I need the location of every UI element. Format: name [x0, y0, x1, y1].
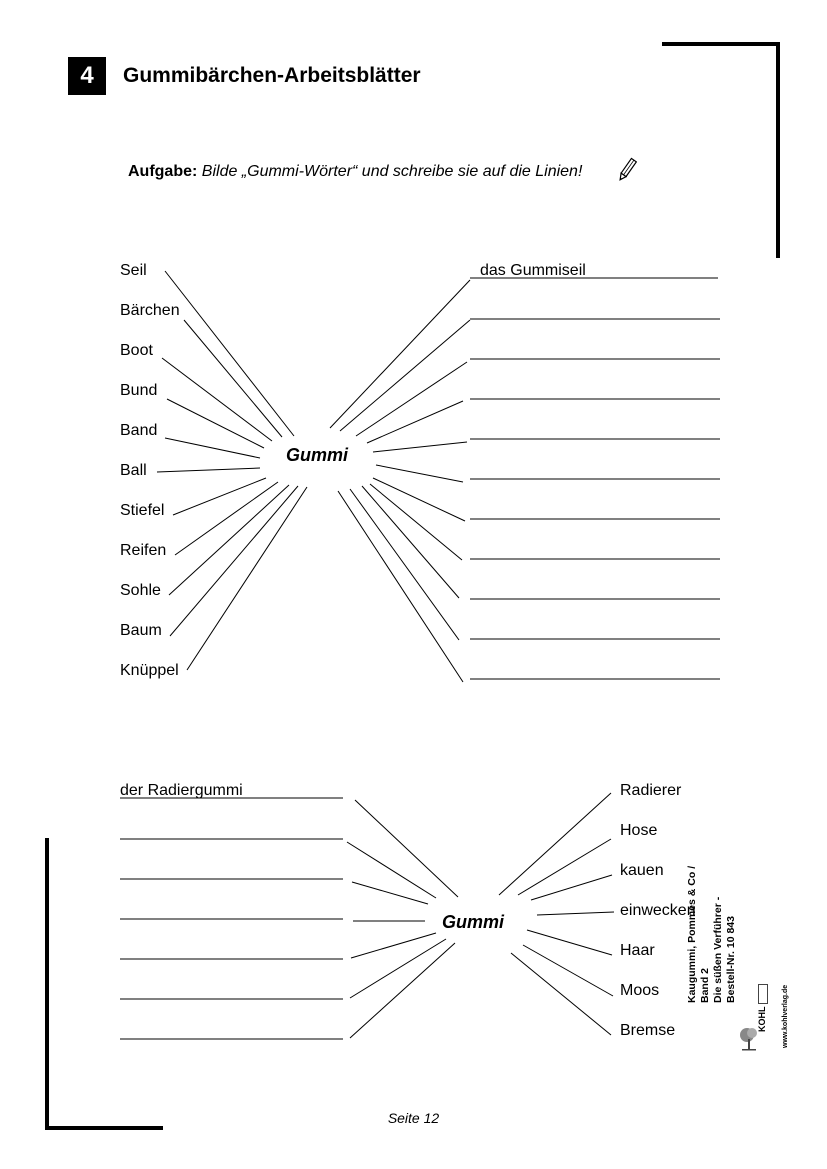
- ray-right: [537, 912, 614, 915]
- ray-left: [347, 842, 436, 898]
- word-left: Seil: [120, 262, 147, 279]
- word-left: Boot: [120, 342, 153, 359]
- example-answer: das Gummiseil: [480, 262, 586, 279]
- ray-right: [518, 839, 611, 895]
- ray-left: [184, 320, 282, 437]
- publisher-badge: [758, 984, 768, 1004]
- center-word-gummi: Gummi: [442, 912, 505, 932]
- section-number: 4: [68, 57, 106, 95]
- word-right: Haar: [620, 942, 655, 959]
- ray-left: [355, 800, 458, 897]
- word-left: Sohle: [120, 582, 161, 599]
- ray-left: [350, 943, 455, 1038]
- publication-title: Kaugummi, Pommes & Co / Band 2: [686, 865, 711, 1003]
- word-right: kauen: [620, 862, 664, 879]
- ray-left: [350, 939, 446, 998]
- word-left: Ball: [120, 462, 147, 479]
- example-answer: der Radiergummi: [120, 782, 243, 799]
- ray-right: [340, 320, 470, 431]
- publisher-website: www.kohlverlag.de: [782, 984, 789, 1048]
- ray-right: [350, 489, 459, 640]
- ray-left: [157, 468, 260, 472]
- ray-left: [165, 438, 260, 458]
- ray-left: [162, 358, 272, 441]
- ray-left: [175, 482, 278, 555]
- word-left: Stiefel: [120, 502, 165, 519]
- ray-left: [187, 487, 307, 670]
- ray-left: [351, 933, 436, 958]
- publisher-name: KOHL: [757, 1006, 767, 1032]
- word-left: Baum: [120, 622, 162, 639]
- ray-right: [367, 401, 463, 443]
- ray-right: [362, 486, 459, 598]
- word-left: Bärchen: [120, 302, 180, 319]
- task-label: Aufgabe:: [128, 163, 198, 180]
- ray-right: [356, 362, 467, 436]
- word-right: Moos: [620, 982, 660, 999]
- word-left: Bund: [120, 382, 158, 399]
- ray-right: [330, 280, 470, 428]
- ray-right: [527, 930, 612, 955]
- ray-left: [173, 478, 266, 515]
- publication-subtitle: Die süßen Verführer - Bestell-Nr. 10 843: [712, 896, 737, 1003]
- word-right: Radierer: [620, 782, 682, 799]
- word-left: Band: [120, 422, 158, 439]
- publication-info: [686, 857, 738, 1003]
- ray-left: [165, 271, 294, 436]
- ray-right: [511, 953, 611, 1035]
- ray-right: [338, 491, 463, 682]
- ray-left: [169, 485, 289, 595]
- word-left: Reifen: [120, 542, 167, 559]
- word-right: Hose: [620, 822, 658, 839]
- center-word-gummi: Gummi: [286, 445, 349, 465]
- page-number: Seite 12: [387, 1110, 440, 1126]
- word-right: Bremse: [620, 1022, 676, 1039]
- ray-right: [376, 465, 463, 482]
- ray-right: [523, 945, 613, 996]
- task-text: Bilde „Gummi-Wörter“ und schreibe sie auf die Linien!: [201, 163, 583, 180]
- ray-right: [373, 442, 467, 452]
- page-title: Gummibärchen-Arbeitsblätter: [123, 64, 421, 87]
- word-right: einwecken: [620, 902, 696, 919]
- word-left: Knüppel: [120, 662, 179, 679]
- ray-right: [531, 875, 612, 900]
- ray-right: [499, 793, 611, 895]
